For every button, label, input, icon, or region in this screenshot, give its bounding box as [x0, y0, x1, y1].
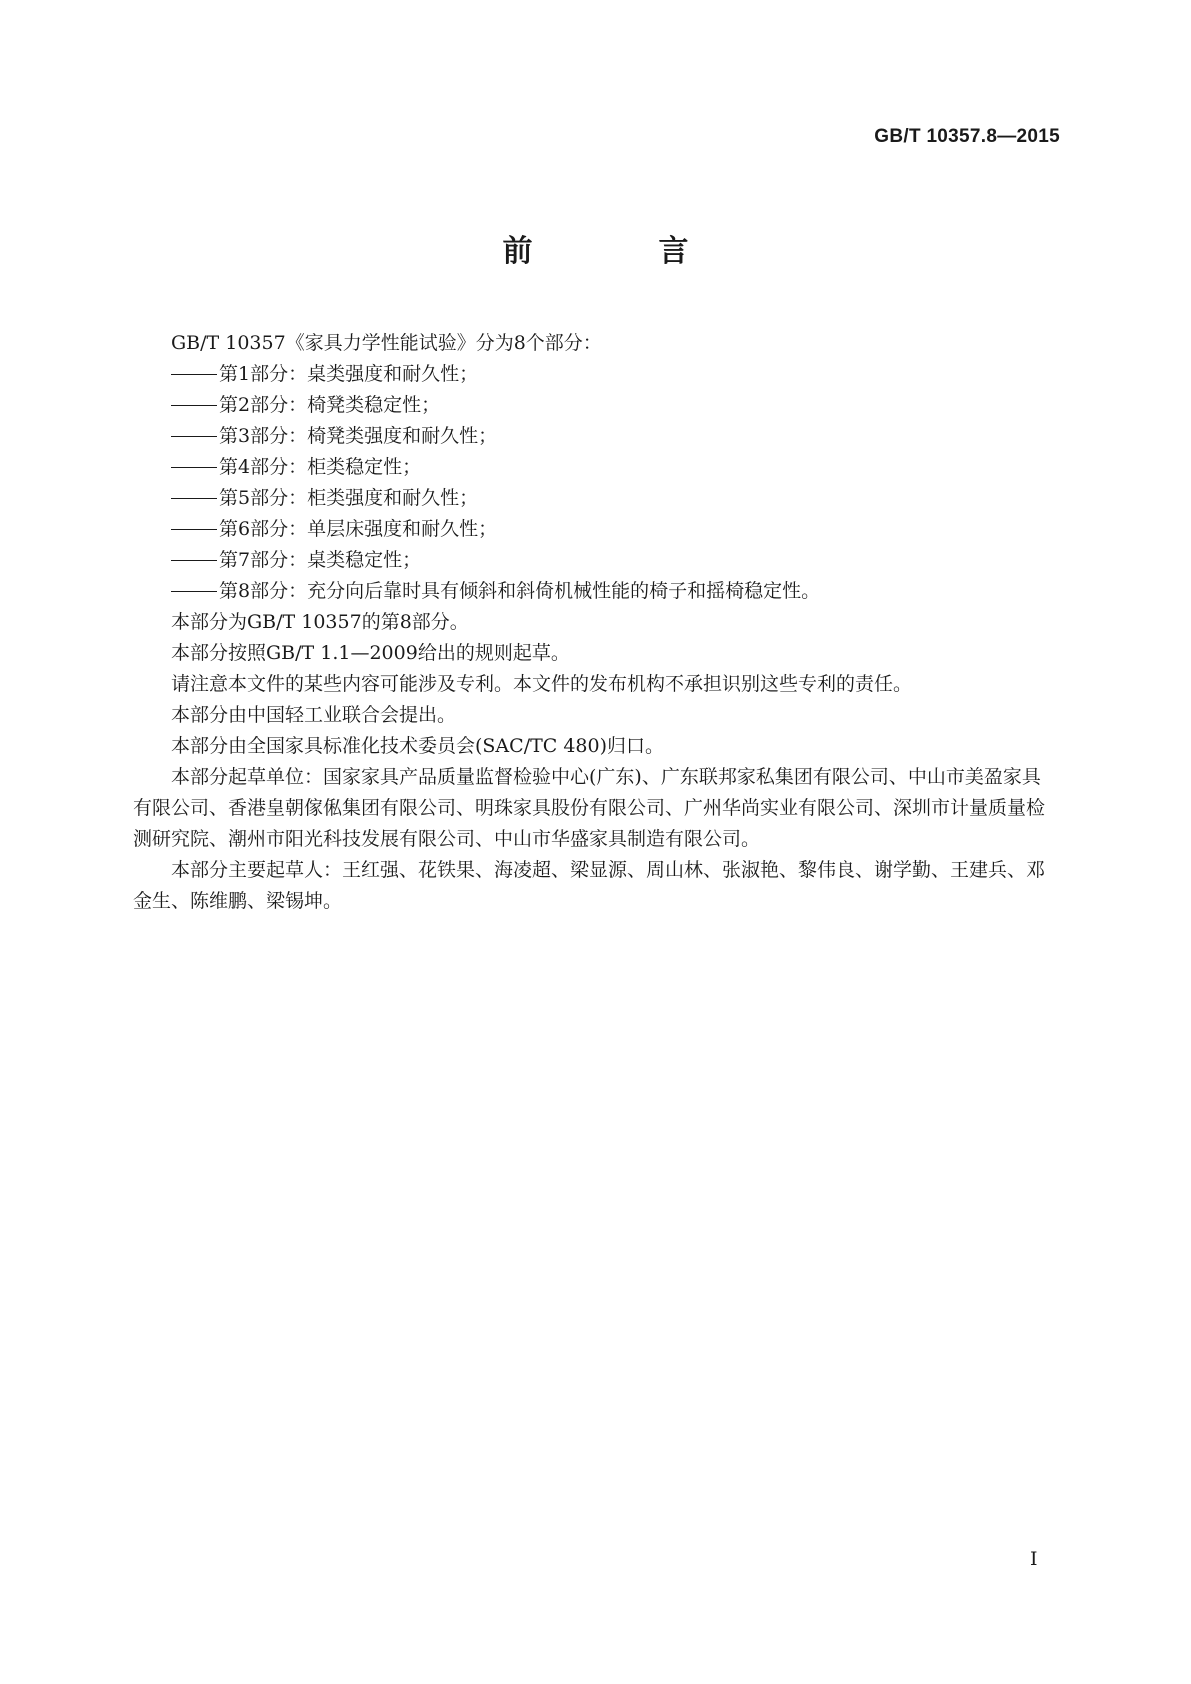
part-statement: 本部分为GB/T 10357的第8部分。	[171, 611, 469, 633]
dash-mark	[171, 529, 217, 530]
dash-mark	[171, 560, 217, 561]
drafters: 本部分主要起草人：王红强、花铁果、海凌超、梁显源、周山林、张淑艳、黎伟良、谢学勤、王建兵、邓金生、陈维鹏、梁锡坤。	[133, 859, 1046, 912]
list-item	[133, 545, 1059, 576]
dash-mark	[171, 436, 217, 437]
list-item-text: 第5部分：柜类强度和耐久性；	[219, 487, 479, 509]
list-item-text: 第6部分：单层床强度和耐久性；	[219, 518, 498, 540]
list-item	[133, 514, 1059, 545]
proposer-statement: 本部分由中国轻工业联合会提出。	[171, 704, 457, 726]
patent-notice: 请注意本文件的某些内容可能涉及专利。本文件的发布机构不承担识别这些专利的责任。	[171, 673, 913, 695]
list-item	[133, 390, 1059, 421]
list-item	[133, 483, 1059, 514]
list-item-text: 第3部分：椅凳类强度和耐久性；	[219, 425, 498, 447]
dash-mark	[171, 405, 217, 406]
dash-mark	[171, 591, 217, 592]
list-item	[133, 576, 1059, 607]
drafting-rules-statement: 本部分按照GB/T 1.1—2009给出的规则起草。	[171, 642, 570, 664]
drafting-units: 本部分起草单位：国家家具产品质量监督检验中心(广东)、广东联邦家私集团有限公司、中山市美盈家具有限公司、香港皇朝傢俬集团有限公司、明珠家具股份有限公司、广州华尚实业有限公司、深圳市计量质量检测研究院、潮州市阳光科技发展有限公司、中山市华盛家具制造有限公司。	[133, 766, 1046, 850]
page-title: 前 言	[502, 234, 737, 269]
list-item	[133, 359, 1059, 390]
list-item-text: 第7部分：桌类稳定性；	[219, 549, 422, 571]
list-item	[133, 452, 1059, 483]
intro-paragraph: GB/T 10357《家具力学性能试验》分为8个部分：	[171, 332, 602, 354]
committee-statement: 本部分由全国家具标准化技术委员会(SAC/TC 480)归口。	[171, 735, 665, 757]
foreword-body	[133, 328, 1059, 917]
list-item-text: 第4部分：柜类稳定性；	[219, 456, 422, 478]
list-item-text: 第8部分：充分向后靠时具有倾斜和斜倚机械性能的椅子和摇椅稳定性。	[219, 580, 821, 602]
dash-mark	[171, 374, 217, 375]
standard-code: GB/T 10357.8—2015	[874, 126, 1060, 147]
dash-mark	[171, 498, 217, 499]
list-item	[133, 421, 1059, 452]
page-number: I	[1030, 1548, 1038, 1570]
list-item-text: 第1部分：桌类强度和耐久性；	[219, 363, 479, 385]
list-item-text: 第2部分：椅凳类稳定性；	[219, 394, 441, 416]
dash-mark	[171, 467, 217, 468]
